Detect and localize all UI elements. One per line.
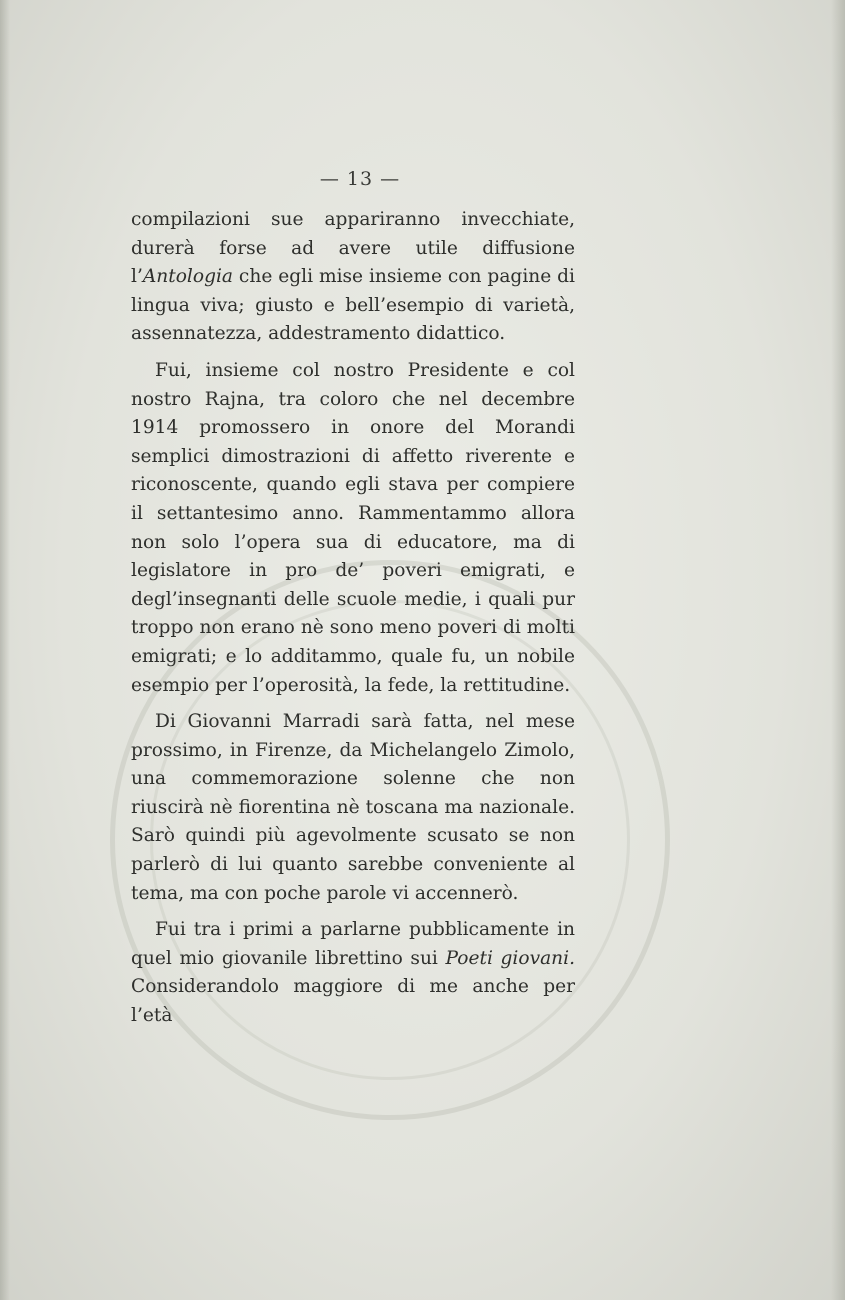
paragraph-1-text-end: che egli mise insieme con pagine di lingua viva; giusto e bell’esempio di varietà, assennatezza, addestramento didattico. bbox=[131, 266, 576, 345]
paragraph-4-text: Fui tra i primi a parlarne pubblicamente in quel mio giovanile librettino sui bbox=[131, 919, 575, 969]
paragraph-3-text: Di Giovanni Marradi sarà fatta, nel mese prossimo, in Firenze, da Michelangelo Zimolo, una commemorazione solenne che non riuscirà nè fiorentina nè toscana ma nazionale. Sarò quindi più agevolmente scusato se non parlerò di lui quanto sarebbe conveniente al tema, ma con poche parole vi accennerò. bbox=[131, 711, 575, 904]
paragraph-2-text: Fui, insieme col nostro Presidente e col nostro Rajna, tra coloro che nel decembre 1914 promossero in onore del Morandi semplici dimostrazioni di affetto riverente e riconoscente, quando egli stava per compiere il settantesimo anno. Rammentammo allora non solo l’opera sua di educatore, ma di legislatore in pro de’ poveri emigrati, e degl’insegnanti delle scuole medie, i quali pur troppo non erano nè sono meno poveri di molti emigrati; e lo additammo, quale fu, un nobile esempio per l’operosità, la fede, la rettitudine. bbox=[131, 359, 575, 696]
page-edge-shadow-left bbox=[0, 0, 10, 1300]
paragraph-1 bbox=[131, 206, 575, 349]
paragraph-4-text-end: Considerandolo maggiore di me anche per l’età bbox=[131, 976, 575, 1027]
paragraph-1-text: compilazioni sue appariranno invecchiate, durerà forse ad avere utile diffusione l’ bbox=[131, 209, 575, 288]
paragraph-4-italic-title: Poeti giovani. bbox=[445, 947, 575, 969]
paragraph-4 bbox=[131, 916, 575, 1030]
page-number: — 13 — bbox=[319, 168, 401, 190]
page-edge-shadow-right bbox=[831, 0, 845, 1300]
paragraph-1-italic-title: Antologia bbox=[142, 266, 234, 288]
body-text bbox=[131, 206, 575, 1039]
paragraph-2 bbox=[131, 357, 575, 700]
paragraph-3 bbox=[131, 708, 575, 908]
